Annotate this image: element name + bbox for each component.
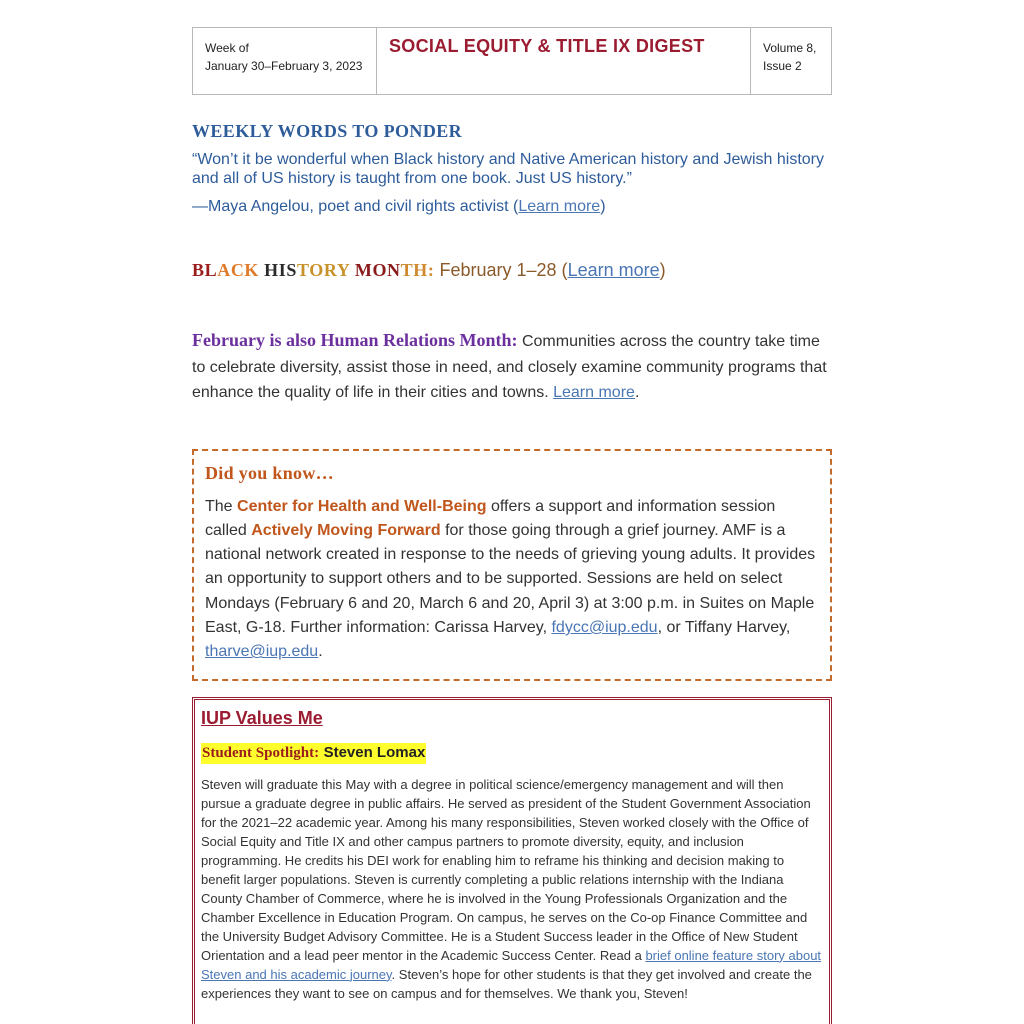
dyk-text-4: , or Tiffany Harvey, bbox=[657, 618, 791, 636]
spotlight-name: Steven Lomax bbox=[323, 743, 426, 761]
hrm-end: . bbox=[634, 384, 640, 401]
bhm-letters-3: CK bbox=[230, 260, 260, 280]
bhm-letters-5: TORY bbox=[296, 260, 350, 280]
spotlight-end: . Steven’s hope for other students is that they get involved and create the experiences they want to see on campus and for themselves. We thank you, Steven! bbox=[201, 966, 812, 1001]
ponder-heading: WEEKLY WORDS TO PONDER bbox=[192, 121, 463, 141]
bhm-colon: : bbox=[427, 260, 435, 280]
dyk-text-3: for those going through a grief journey. AMF is a national network created in response to the needs of grieving young adults. It provides an opportunity to support others and to be supported. Sessions are held on select Mondays (February 6 and 20, March 6 and 20, April 3) at 3:00 p.m. in Suites on Maple East, G-18. Further information: Carissa Harvey, bbox=[205, 521, 816, 636]
student-spotlight bbox=[201, 743, 426, 764]
author-close: ) bbox=[600, 198, 606, 215]
masthead-week bbox=[193, 28, 377, 94]
bhm-dates: February 1–28 ( bbox=[434, 260, 568, 280]
author-text: —Maya Angelou, poet and civil rights activist ( bbox=[192, 198, 519, 215]
program-name: Actively Moving Forward bbox=[251, 521, 441, 539]
masthead bbox=[192, 27, 832, 95]
masthead-volume bbox=[751, 28, 831, 94]
bhm-letters-6: MON bbox=[354, 260, 401, 280]
digest-page bbox=[192, 27, 832, 1024]
hrm-learn-more-link[interactable]: Learn more bbox=[553, 384, 635, 401]
bhm-letters-4: HIS bbox=[264, 260, 297, 280]
feature-story-link[interactable]: brief online feature story about Steven and his academic journey bbox=[201, 947, 822, 982]
values-title: IUP Values Me bbox=[201, 707, 323, 728]
email-link-carissa[interactable]: fdycc@iup.edu bbox=[551, 618, 658, 636]
spotlight-text: Steven will graduate this May with a degree in political science/emergency management and will then pursue a graduate degree in public affairs. He served as president of the Student Government Association for the 2021–22 academic year. Among his many responsibilities, Steven worked closely with the Office of Social Equity and Title IX and other campus partners to promote diversity, equity, and inclusion programming. He credits his DEI work for enabling him to reframe his thinking and decision making to benefit larger populations. Steven is currently completing a public relations internship with the Indiana County Chamber of Commerce, where he is involved in the Young Professionals Organization and the Chamber Excellence in Education Program. On campus, he serves on the Co-op Finance Committee and the University Budget Advisory Committee. He is a Student Success leader in the Office of New Student Orientation and a lead peer mentor in the Academic Success Center. Read a bbox=[201, 776, 811, 963]
spotlight-body bbox=[201, 775, 823, 1003]
dyk-text-2: offers a support and information session called bbox=[205, 497, 776, 539]
center-name: Center for Health and Well-Being bbox=[237, 497, 487, 515]
human-relations-month bbox=[192, 328, 832, 406]
did-you-know-body bbox=[205, 495, 820, 665]
did-you-know-heading: Did you know… bbox=[205, 462, 334, 483]
bhm-close: ) bbox=[659, 260, 666, 280]
ponder-quote: “Won’t it be wonderful when Black history and Native American history and Jewish history and all of US history is taught from one book. Just US history.” bbox=[192, 151, 824, 187]
issue-label: Issue 2 bbox=[763, 59, 802, 73]
week-dates: January 30–February 3, 2023 bbox=[205, 59, 363, 73]
ponder-author bbox=[192, 197, 832, 216]
newsletter-title: SOCIAL EQUITY & TITLE IX DIGEST bbox=[377, 28, 751, 94]
volume-label: Volume 8, bbox=[763, 41, 817, 55]
bhm-letters-1: BL bbox=[192, 260, 218, 280]
dyk-text-1: The bbox=[205, 497, 238, 515]
iup-values-me-box bbox=[192, 697, 832, 1024]
bhm-letters-2: A bbox=[217, 260, 231, 280]
ponder-learn-more-link[interactable]: Learn more bbox=[518, 198, 601, 215]
bhm-learn-more-link[interactable]: Learn more bbox=[567, 260, 660, 280]
spotlight-label: Student Spotlight: bbox=[202, 744, 320, 761]
hrm-lead: February is also Human Relations Month: bbox=[192, 330, 518, 350]
week-label: Week of bbox=[205, 41, 249, 55]
email-link-tiffany[interactable]: tharve@iup.edu bbox=[205, 643, 319, 661]
did-you-know-box bbox=[192, 449, 832, 681]
hrm-text: Communities across the country take time to celebrate diversity, assist those in need, and closely examine community programs that enhance the quality of life in their cities and towns. bbox=[192, 333, 827, 401]
black-history-month bbox=[192, 258, 832, 282]
dyk-end: . bbox=[318, 643, 323, 661]
bhm-letters-7: TH bbox=[400, 260, 428, 280]
